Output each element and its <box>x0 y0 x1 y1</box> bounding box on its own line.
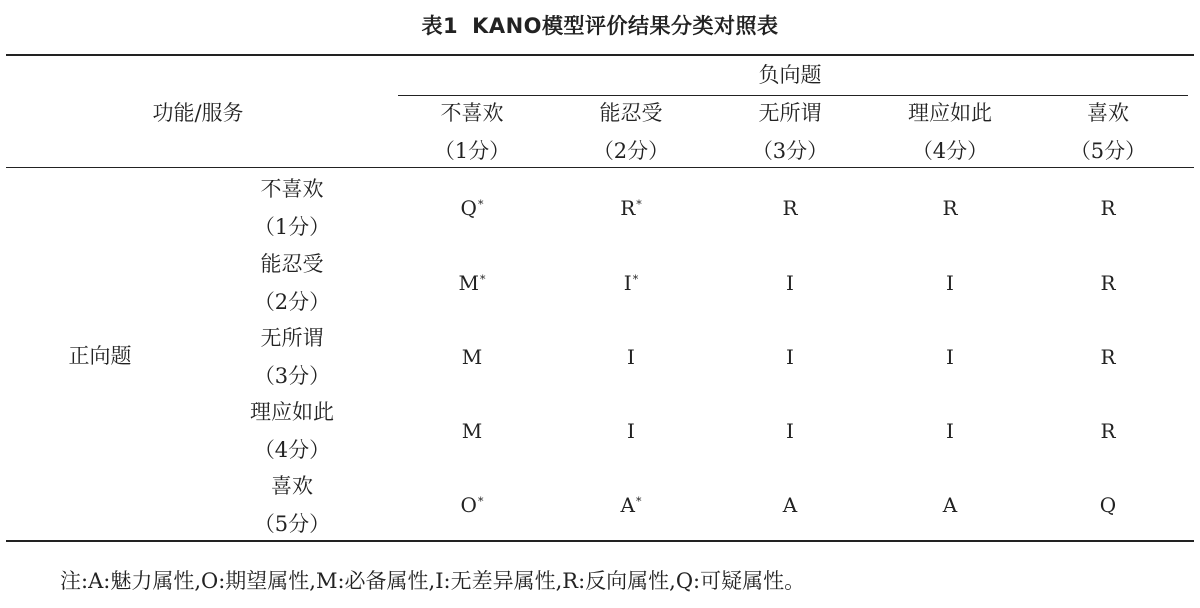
grade-cell <box>591 493 671 517</box>
column-header-label: 无所谓 <box>758 101 822 125</box>
table-title: KANO模型评价结果分类对照表 <box>472 14 779 38</box>
grade-value: I <box>946 271 954 295</box>
grade-cell <box>750 419 830 443</box>
column-header-label: 理应如此 <box>908 101 992 125</box>
grade-value: M <box>458 271 479 295</box>
grade-mark: * <box>479 273 486 286</box>
grade-mark: * <box>632 273 639 286</box>
row-header-label: 无所谓 <box>260 326 324 350</box>
column-header-label: 不喜欢 <box>440 101 504 125</box>
row-header-label: 喜欢 <box>271 474 313 498</box>
bottom-rule <box>6 540 1194 542</box>
grade-cell <box>750 271 830 295</box>
grade-value: I <box>946 345 954 369</box>
row-header-label: 不喜欢 <box>260 177 324 201</box>
row-header-label: 理应如此 <box>250 400 334 424</box>
grade-cell <box>591 419 671 443</box>
column-header-label: 能忍受 <box>599 101 663 125</box>
row-header <box>222 245 362 321</box>
top-rule <box>6 54 1194 56</box>
grade-value: I <box>627 419 635 443</box>
grade-value: Q <box>1099 493 1117 517</box>
column-header <box>561 94 701 170</box>
row-header <box>222 170 362 246</box>
corner-label: 功能/服务 <box>152 101 244 125</box>
grade-cell <box>910 419 990 443</box>
grade-value: I <box>786 345 794 369</box>
column-header <box>720 94 860 170</box>
grade-mark: * <box>477 495 484 508</box>
row-header <box>222 393 362 469</box>
column-header-score: （4分） <box>911 139 989 163</box>
grade-value: R <box>620 196 636 220</box>
grade-value: R <box>1100 345 1116 369</box>
row-header-label: 能忍受 <box>260 252 324 276</box>
row-header <box>222 319 362 395</box>
column-header-label: 喜欢 <box>1087 101 1129 125</box>
grade-value: I <box>786 271 794 295</box>
grade-cell <box>1068 196 1148 220</box>
column-header-score: （3分） <box>751 139 829 163</box>
grade-value: R <box>1100 196 1116 220</box>
grade-cell <box>591 271 671 295</box>
grade-value: Q <box>460 196 477 220</box>
grade-value: I <box>627 345 635 369</box>
grade-cell <box>1068 271 1148 295</box>
table-number: 表1 <box>421 14 459 38</box>
grade-cell <box>750 345 830 369</box>
table-caption <box>0 10 1200 40</box>
grade-value: A <box>942 493 958 517</box>
grade-value: I <box>786 419 794 443</box>
grade-mark: * <box>635 495 642 508</box>
grade-value: R <box>1100 271 1116 295</box>
column-header-score: （1分） <box>433 139 511 163</box>
row-header-score: （3分） <box>253 364 331 388</box>
grade-cell <box>910 271 990 295</box>
grade-cell <box>432 345 512 369</box>
grade-cell <box>910 345 990 369</box>
grade-cell <box>432 493 512 517</box>
grade-cell <box>750 196 830 220</box>
column-header-score: （5分） <box>1069 139 1147 163</box>
grade-value: R <box>782 196 798 220</box>
table-note: 注:A:魅力属性,O:期望属性,M:必备属性,I:无差异属性,R:反向属性,Q:可疑属性。 <box>60 569 806 593</box>
grade-cell <box>591 196 671 220</box>
grade-cell <box>432 196 512 220</box>
grade-cell <box>910 196 990 220</box>
grade-mark: * <box>636 198 642 211</box>
grade-cell <box>432 271 512 295</box>
grade-cell <box>1068 419 1148 443</box>
column-header-score: （2分） <box>592 139 670 163</box>
grade-value: A <box>620 493 635 517</box>
grade-cell <box>910 493 990 517</box>
grade-value: A <box>782 493 798 517</box>
grade-cell <box>1068 345 1148 369</box>
row-header-score: （4分） <box>253 438 331 462</box>
grade-value: O <box>460 493 477 517</box>
row-header-score: （1分） <box>253 215 331 239</box>
row-header-score: （2分） <box>253 290 331 314</box>
grade-value: R <box>1100 419 1116 443</box>
grade-value: I <box>623 271 632 295</box>
grade-value: I <box>946 419 954 443</box>
grade-cell <box>591 345 671 369</box>
grade-mark: * <box>477 198 484 211</box>
grade-value: M <box>461 345 483 369</box>
grade-cell <box>750 493 830 517</box>
grade-value: R <box>942 196 958 220</box>
column-header <box>402 94 542 170</box>
row-header-score: （5分） <box>253 512 331 536</box>
column-header <box>880 94 1020 170</box>
positive-group-label: 正向题 <box>68 344 132 368</box>
grade-cell <box>1068 493 1148 517</box>
negative-group-label: 负向题 <box>758 63 822 87</box>
row-header <box>222 467 362 543</box>
column-header <box>1038 94 1178 170</box>
grade-cell <box>432 419 512 443</box>
grade-value: M <box>461 419 483 443</box>
